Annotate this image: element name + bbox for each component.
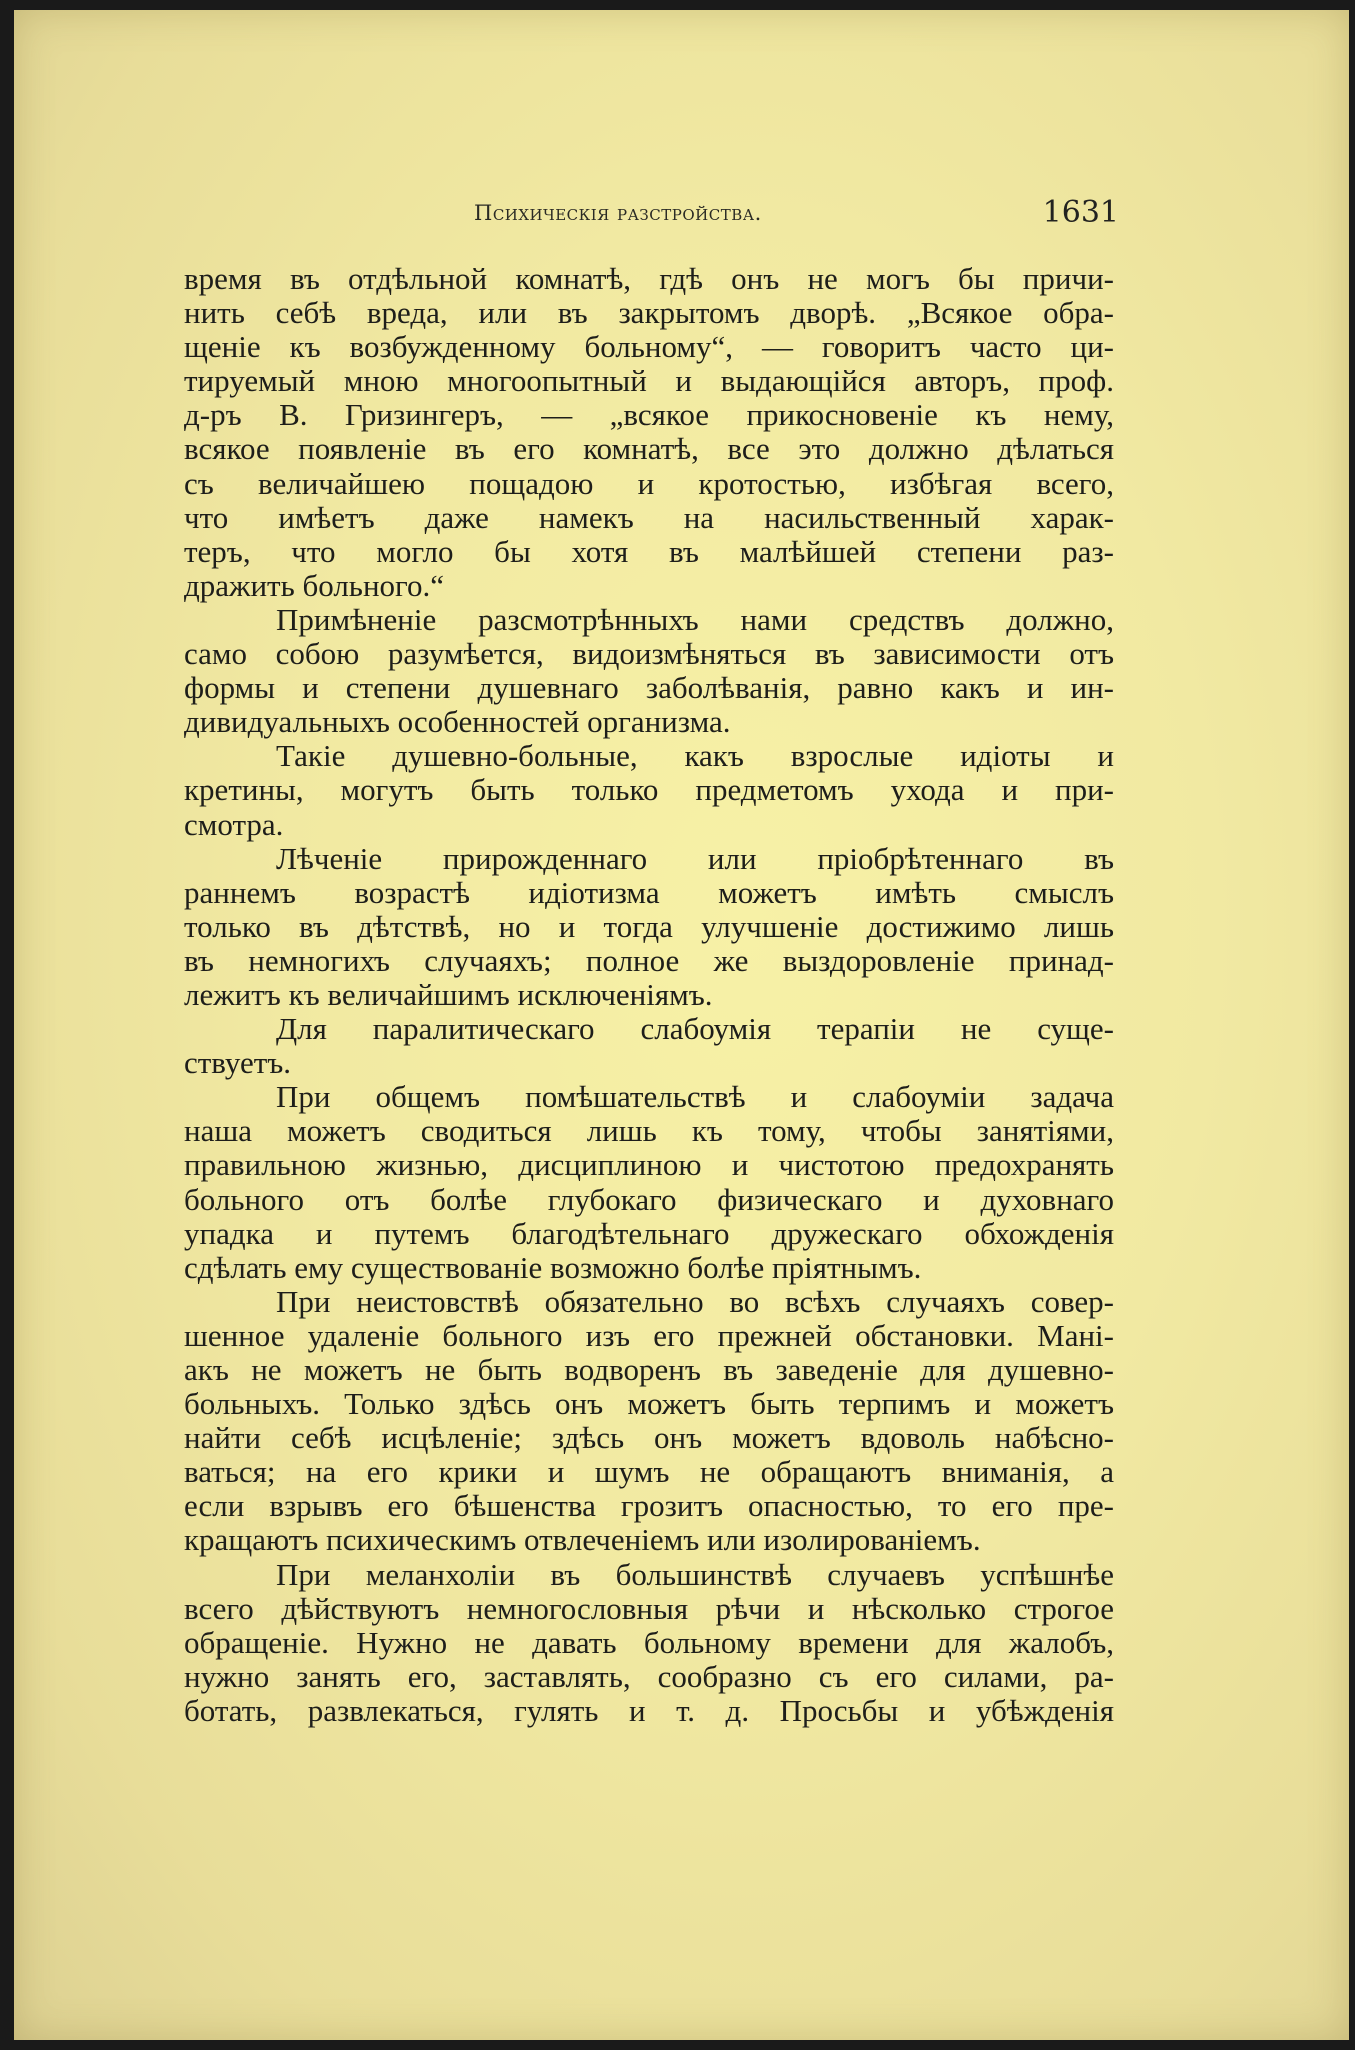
text-line: При неистовствѣ обязательно во всѣхъ случаяхъ совер- <box>276 1283 1114 1319</box>
text-line: только въ дѣтствѣ, но и тогда улучшеніе достижимо лишь <box>184 908 1114 944</box>
text-line: ваться; на его крики и шумъ не обращаютъ вниманія, а <box>184 1454 1114 1490</box>
text-line: Для паралитическаго слабоумія терапіи не суще- <box>276 1011 1114 1047</box>
text-line: найти себѣ исцѣленіе; здѣсь онъ можетъ вдоволь набѣсно- <box>184 1420 1114 1456</box>
text-line: кращаютъ психическимъ отвлеченіемъ или изолированіемъ. <box>184 1522 981 1558</box>
text-line: обращеніе. Нужно не давать больному времени для жалобъ, <box>184 1624 1114 1660</box>
text-line: всякое появленіе въ его комнатѣ, все это должно дѣлаться <box>184 431 1114 467</box>
text-line: нить себѣ вреда, или въ закрытомъ дворѣ. „Всякое обра- <box>184 295 1114 331</box>
text-line: время въ отдѣльной комнатѣ, гдѣ онъ не могъ бы причи- <box>184 261 1114 296</box>
text-line: съ величайшею пощадою и кротостью, избѣгая всего, <box>184 465 1114 501</box>
text-line: теръ, что могло бы хотя въ малѣйшей степени раз- <box>184 533 1114 569</box>
text-line: сдѣлать ему существованіе возможно болѣе пріятнымъ. <box>184 1249 922 1285</box>
text-line: правильною жизнью, дисциплиною и чистотою предохранять <box>184 1147 1114 1183</box>
text-line: упадка и путемъ благодѣтельнаго дружескаго обхожденія <box>184 1215 1114 1251</box>
text-line: больныхъ. Только здѣсь онъ можетъ быть терпимъ и можетъ <box>184 1386 1114 1422</box>
text-line: Примѣненіе разсмотрѣнныхъ нами средствъ должно, <box>276 601 1114 637</box>
text-line: формы и степени душевнаго заболѣванія, равно какъ и ин- <box>184 670 1114 706</box>
page-header <box>184 195 1129 240</box>
text-line: щеніе къ возбужденному больному“, — говоритъ часто ци- <box>184 329 1114 365</box>
text-line: нужно занять его, заставлять, сообразно съ его силами, ра- <box>184 1658 1114 1694</box>
text-line: дивидуальныхъ особенностей организма. <box>184 704 731 740</box>
text-line: кретины, могутъ быть только предметомъ ухода и при- <box>184 772 1114 808</box>
text-line: всего дѣйствуютъ немногословныя рѣчи и нѣсколько строгое <box>184 1590 1114 1626</box>
text-line: дражить больного.“ <box>184 567 444 603</box>
text-line: смотра. <box>184 806 284 842</box>
text-line: При меланхоліи въ большинствѣ случаевъ успѣшнѣе <box>276 1556 1114 1592</box>
page-number: 1631 <box>1042 195 1119 230</box>
text-line: ствуетъ. <box>184 1045 292 1081</box>
text-line: Такіе душевно-больные, какъ взрослые идіоты и <box>276 738 1114 774</box>
text-line: При общемъ помѣшательствѣ и слабоуміи задача <box>276 1079 1114 1115</box>
text-line: тируемый мною многоопытный и выдающійся авторъ, проф. <box>184 363 1114 399</box>
body-text <box>184 262 1114 1728</box>
text-line: если взрывъ его бѣшенства грозитъ опасностью, то его пре- <box>184 1488 1114 1524</box>
book-page <box>14 10 1349 2040</box>
text-line: Лѣченіе прирожденнаго или пріобрѣтеннаго въ <box>276 840 1114 876</box>
running-title: Психическія разстройства. <box>474 201 762 225</box>
text-line: раннемъ возрастѣ идіотизма можетъ имѣть смыслъ <box>184 874 1114 910</box>
text-line: ботать, развлекаться, гулять и т. д. Просьбы и убѣжденія <box>184 1692 1114 1728</box>
text-line: шенное удаленіе больного изъ его прежней обстановки. Мані- <box>184 1317 1114 1353</box>
text-line: больного отъ болѣе глубокаго физическаго и духовнаго <box>184 1181 1114 1217</box>
text-line: д-ръ В. Гризингеръ, — „всякое прикосновеніе къ нему, <box>184 397 1114 433</box>
text-line: акъ не можетъ не быть водворенъ въ заведеніе для душевно- <box>184 1352 1114 1387</box>
text-line: наша можетъ сводиться лишь къ тому, чтобы занятіями, <box>184 1113 1114 1149</box>
text-line: что имѣетъ даже намекъ на насильственный харак- <box>184 499 1114 535</box>
text-line: въ немногихъ случаяхъ; полное же выздоровленіе принад- <box>184 942 1114 978</box>
text-line: само собою разумѣется, видоизмѣняться въ зависимости отъ <box>184 636 1114 672</box>
text-line: лежитъ къ величайшимъ исключеніямъ. <box>184 976 713 1012</box>
